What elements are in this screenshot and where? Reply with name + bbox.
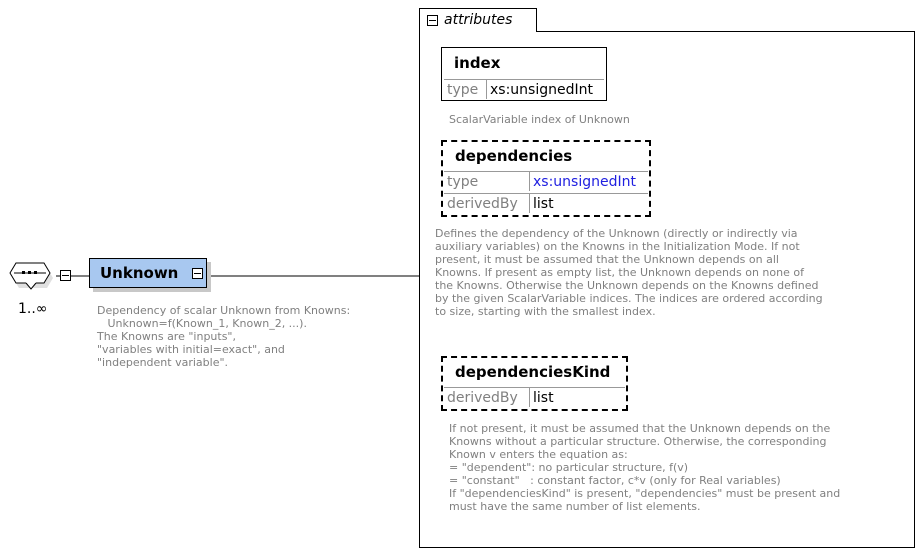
element-description: Dependency of scalar Unknown from Knowns: Unknown=f(Known_1, Known_2, ...). The Knowns are "inputs", "variables with initial=exact", and "independent variable". (97, 304, 351, 369)
attribute-name: dependenciesKind (455, 363, 611, 381)
sequence-icon (4, 259, 58, 299)
attributes-collapse-icon[interactable] (427, 15, 438, 26)
attribute-name: index (454, 54, 501, 72)
attribute-dependencies[interactable] (441, 140, 651, 217)
element-name: Unknown (100, 264, 179, 282)
type-link[interactable]: xs:unsignedInt (530, 171, 648, 191)
element-collapse-icon[interactable] (192, 268, 203, 279)
derivedby-label: derivedBy (444, 193, 530, 213)
element-box[interactable] (89, 258, 207, 288)
dependencieskind-description: If not present, it must be assumed that the Unknown depends on the Knowns without a particular structure. Otherwise, the corresponding Known v enters the equation as: = "dependent": no particular structure, f(v) = "constant" : constant factor, c*v (only for Real variables) If "dependenciesKind" is present, "dependencies" must be present and must have the same number of list elements. (449, 422, 841, 513)
derivedby-value: list (530, 387, 625, 407)
attribute-index[interactable] (441, 47, 607, 101)
derivedby-label: derivedBy (444, 387, 530, 407)
index-description: ScalarVariable index of Unknown (449, 113, 630, 126)
type-label: type (444, 79, 487, 99)
type-value: xs:unsignedInt (487, 79, 604, 99)
sequence-compositor[interactable] (4, 259, 58, 299)
type-label: type (444, 171, 530, 191)
attribute-dependencieskind[interactable] (441, 356, 628, 411)
cardinality-label: 1..∞ (18, 301, 48, 317)
attributes-label: attributes (444, 12, 513, 28)
dependencies-description: Defines the dependency of the Unknown (directly or indirectly via auxiliary variables) on the Knowns in the Initialization Mode. If not present, it must be assumed that the Unknown depends on all Knowns. If present as empty list, the Unknown depends on none of the Knowns. Otherwise the Unknown depends on the Knowns defined by the given ScalarVariable indices. The indices are ordered according to size, starting with the smallest index. (435, 227, 823, 318)
attributes-tab[interactable] (419, 8, 537, 32)
sequence-collapse-icon[interactable] (60, 270, 71, 281)
attribute-name: dependencies (455, 147, 573, 165)
derivedby-value: list (530, 193, 648, 213)
